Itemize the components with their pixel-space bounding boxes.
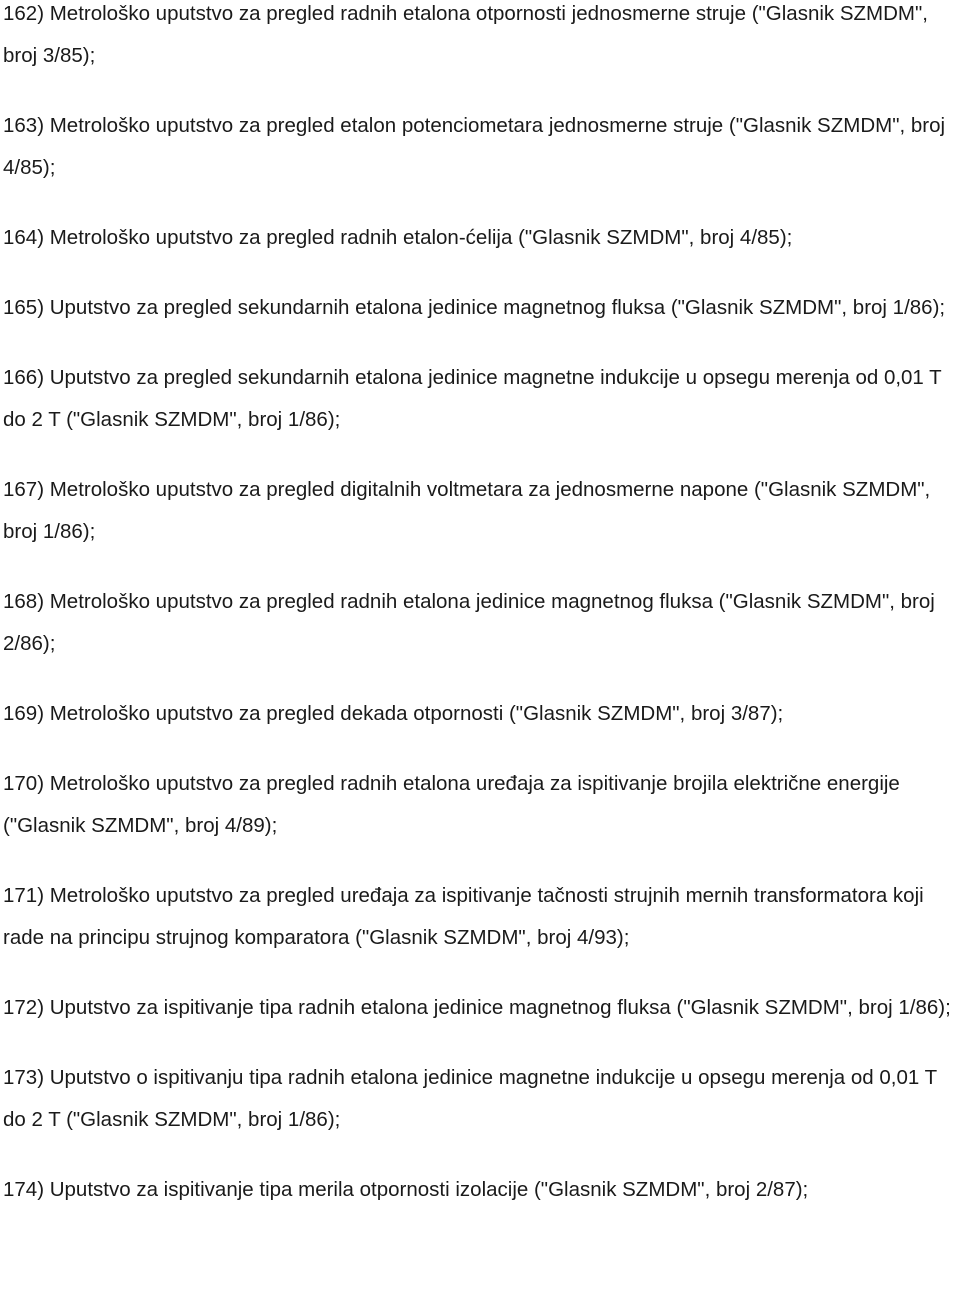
list-item-171: 171) Metrološko uputstvo za pregled uređaja za ispitivanje tačnosti strujnih mernih transformatora koji rade na principu strujnog komparatora ("Glasnik SZMDM", broj 4/93); — [3, 884, 924, 949]
list-item-164: 164) Metrološko uputstvo za pregled radnih etalon-ćelija ("Glasnik SZMDM", broj 4/85); — [3, 226, 793, 249]
list-item-167: 167) Metrološko uputstvo za pregled digitalnih voltmetara za jednosmerne napone ("Glasnik SZMDM", broj 1/86); — [3, 478, 931, 543]
list-item-172: 172) Uputstvo za ispitivanje tipa radnih etalona jedinice magnetnog fluksa ("Glasnik SZMDM", broj 1/86); — [3, 996, 951, 1019]
list-item-174: 174) Uputstvo za ispitivanje tipa merila otpornosti izolacije ("Glasnik SZMDM", broj 2/87); — [3, 1178, 809, 1201]
list-item-162: 162) Metrološko uputstvo za pregled radnih etalona otpornosti jednosmerne struje ("Glasnik SZMDM", broj 3/85); — [3, 2, 928, 67]
list-item-163: 163) Metrološko uputstvo za pregled etalon potenciometara jednosmerne struje ("Glasnik SZMDM", broj 4/85); — [3, 114, 946, 179]
document-body — [3, 0, 960, 1239]
list-item-168: 168) Metrološko uputstvo za pregled radnih etalona jedinice magnetnog fluksa ("Glasnik SZMDM", broj 2/86); — [3, 590, 935, 655]
list-item-166: 166) Uputstvo za pregled sekundarnih etalona jedinice magnetne indukcije u opsegu merenja od 0,01 T do 2 T ("Glasnik SZMDM", broj 1/86); — [3, 366, 942, 431]
list-item-165: 165) Uputstvo za pregled sekundarnih etalona jedinice magnetnog fluksa ("Glasnik SZMDM", broj 1/86); — [3, 296, 946, 319]
list-item-169: 169) Metrološko uputstvo za pregled dekada otpornosti ("Glasnik SZMDM", broj 3/87); — [3, 702, 784, 725]
list-item-173: 173) Uputstvo o ispitivanju tipa radnih etalona jedinice magnetne indukcije u opsegu merenja od 0,01 T do 2 T ("Glasnik SZMDM", broj 1/86); — [3, 1066, 937, 1131]
list-item-170: 170) Metrološko uputstvo za pregled radnih etalona uređaja za ispitivanje brojila električne energije ("Glasnik SZMDM", broj 4/89); — [3, 772, 900, 837]
